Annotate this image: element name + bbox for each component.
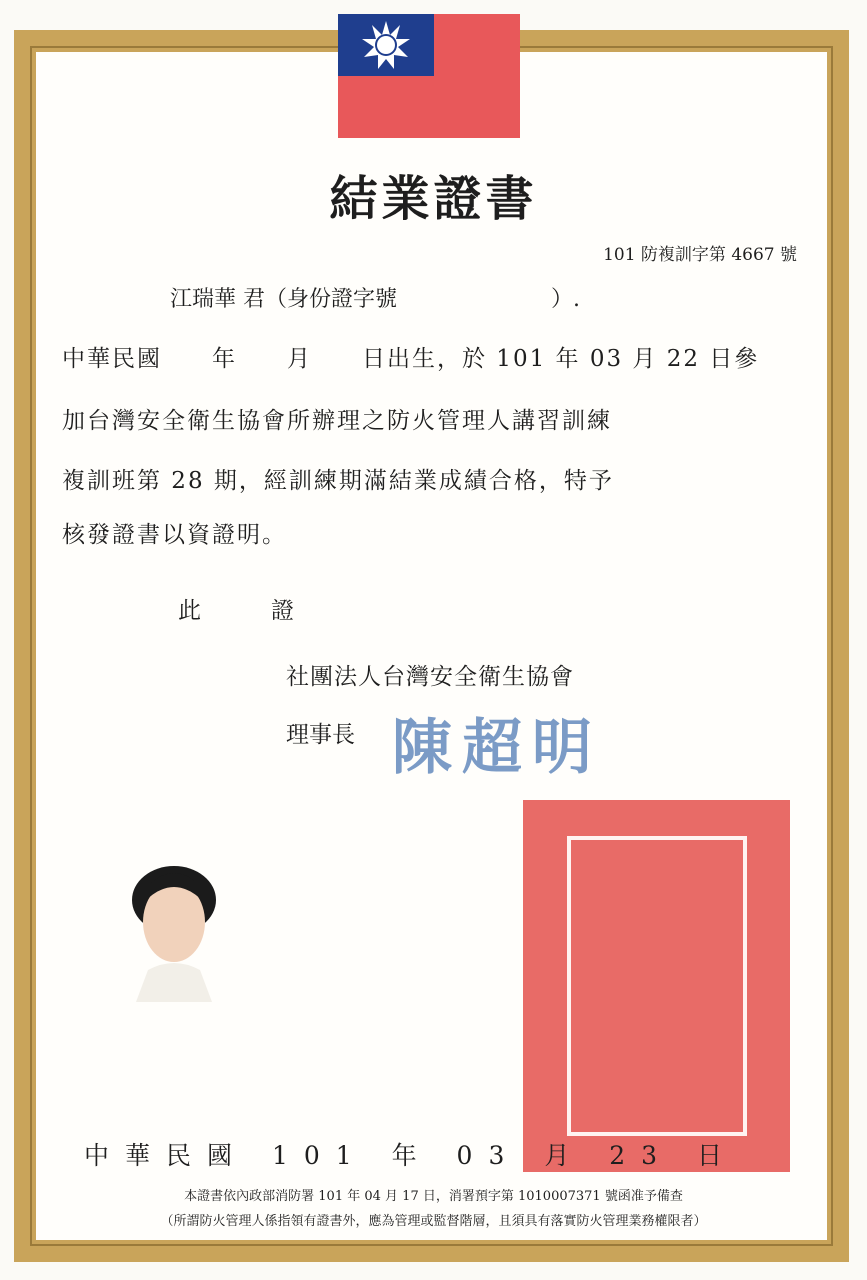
ci-zheng-text: 此證 — [178, 598, 364, 624]
roc-flag-icon — [338, 14, 520, 138]
issue-date: 中華民國 101 年 03 月 23 日 — [84, 1141, 739, 1170]
official-seal — [523, 800, 790, 1172]
chairman-signature: 陳超明 — [392, 713, 602, 783]
body-line-2: 加台灣安全衛生協會所辦理之防火管理人講習訓練 — [62, 408, 612, 434]
white-sun-icon — [338, 14, 434, 76]
body-line-1: 中華民國 年 月 日出生，於 101 年 03 月 22 日參 — [62, 346, 760, 372]
body-line-4: 核發證書以資證明。 — [62, 522, 287, 548]
issuing-organization: 社團法人台灣安全衛生協會 — [286, 664, 574, 690]
footer-note-2: （所謂防火管理人係指領有證書外，應為管理或監督階層，且須具有落實防火管理業務權限者） — [160, 1214, 707, 1229]
flag-canton — [338, 14, 434, 76]
seal-text — [577, 846, 737, 1126]
chairman-label: 理事長 — [286, 722, 355, 748]
certificate-number: 101 防複訓字第 4667 號 — [603, 245, 797, 265]
portrait-photo — [120, 852, 228, 1002]
certificate-title: 結業證書 — [329, 171, 538, 227]
footer-note-1: 本證書依內政部消防署 101 年 04 月 17 日，消署預字第 1010007371 號函准予備查 — [184, 1189, 683, 1204]
recipient-name-line: 江瑞華 君（身份證字號 ）. — [170, 287, 580, 312]
body-line-3: 複訓班第 28 期，經訓練期滿結業成績合格，特予 — [62, 468, 614, 494]
